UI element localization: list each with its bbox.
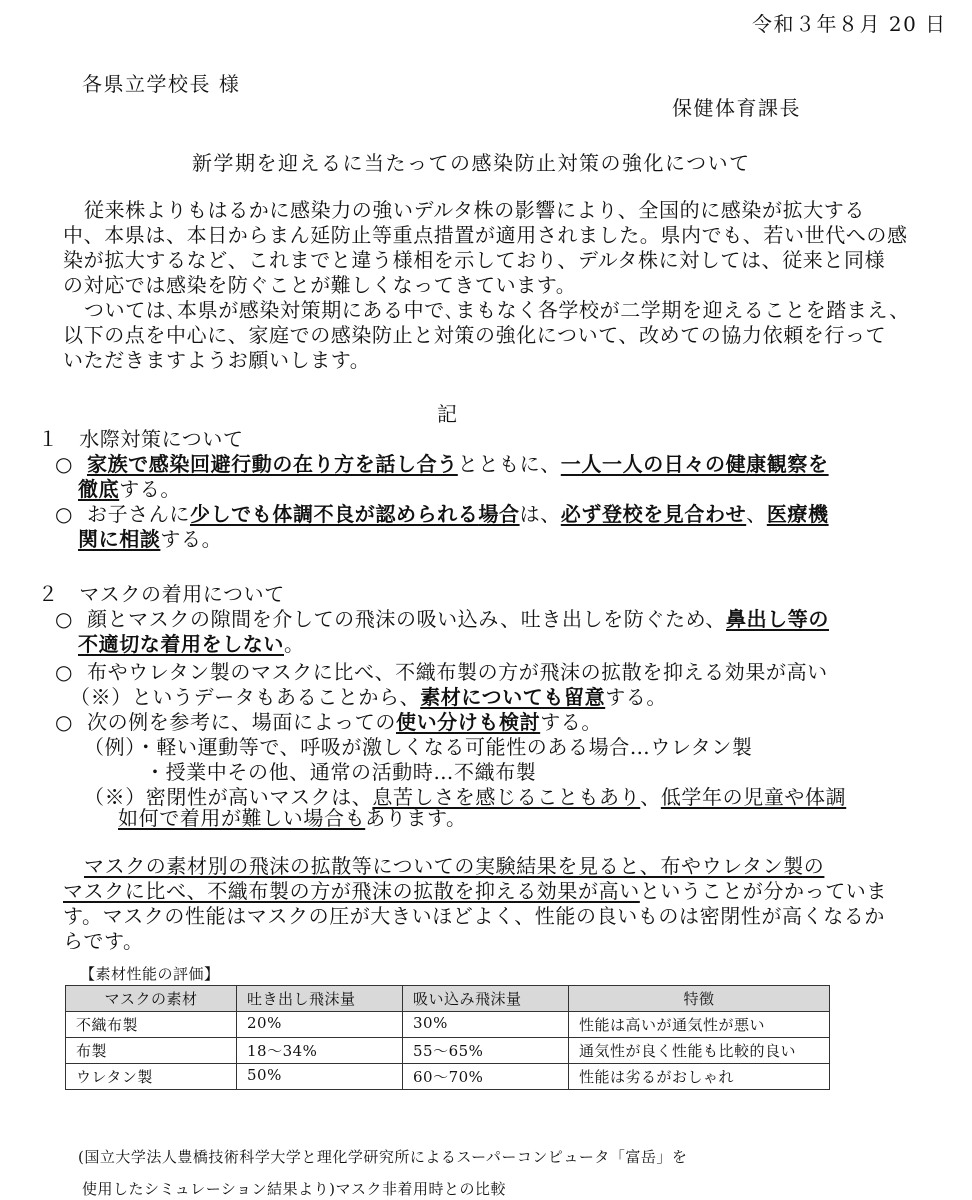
emphasis: 場合	[478, 502, 520, 526]
text: は、	[519, 502, 561, 526]
emphasis: 徹底	[78, 477, 120, 501]
text: 、	[640, 785, 661, 809]
sender: 保健体育課長	[672, 96, 801, 120]
section2-item1-line2	[78, 628, 305, 657]
text: とともに、	[457, 452, 561, 476]
recipient: 各県立学校長 様	[82, 72, 241, 96]
emphasis: 関に相談	[78, 527, 161, 551]
text: お子さんに	[86, 502, 190, 526]
emphasis: 少しでも体調不良が認められる	[189, 502, 479, 526]
table-header-row	[66, 986, 830, 1012]
section1-item2-line2	[78, 523, 222, 552]
column-header: 特徴	[569, 986, 830, 1012]
table-cell: 性能は高いが通気性が悪い	[569, 1012, 830, 1038]
table-cell: ウレタン製	[66, 1064, 237, 1090]
table-row	[66, 1012, 830, 1038]
document-date: 令和３年８月 20 日	[752, 12, 947, 36]
explain-line3: す。マスクの性能はマスクの圧が大きいほどよく、性能の良いものは密閉性が高くなるか	[63, 904, 885, 928]
explain-line4: らです。	[63, 929, 144, 953]
column-header: マスクの素材	[66, 986, 237, 1012]
intro-p2-line2: 以下の点を中心に、家庭での感染防止と対策の強化について、改めての協力依頼を行って	[63, 323, 887, 347]
table-row	[66, 1038, 830, 1064]
bullet: ○	[55, 452, 74, 476]
text: （※）密閉性が高いマスクは、	[84, 785, 373, 809]
emphasis: 医療機	[766, 502, 829, 526]
underlined-text: 息苦しさを感じることもあり	[372, 785, 641, 809]
table-cell: 20%	[237, 1012, 403, 1038]
source-line1: (国立大学法人豊橋技術科学大学と理化学研究所によるスーパーコンピュータ「富岳」を	[78, 1148, 688, 1166]
table-cell: 18～34%	[237, 1038, 403, 1064]
intro-p2-line3: いただきますようお願いします。	[63, 348, 371, 372]
column-header: 吐き出し飛沫量	[237, 986, 403, 1012]
text: する。	[160, 527, 223, 551]
table-caption: 【素材性能の評価】	[80, 965, 220, 983]
intro-p1-line1: 従来株よりもはるかに感染力の強いデルタ株の影響により、全国的に感染が拡大する	[84, 198, 865, 222]
explain-line1: マスクの素材別の飛沫の拡散等についての実験結果を見ると、布やウレタン製の	[84, 854, 825, 878]
table-row	[66, 1064, 830, 1090]
bullet: ○	[55, 710, 74, 734]
section2-heading: ２ マスクの着用について	[38, 582, 285, 606]
source-line2: 使用したシミュレーション結果より)マスク非着用時との比較	[82, 1180, 506, 1198]
text: する。	[119, 477, 182, 501]
emphasis: 家族で感染回避行動の在り方を話し合う	[86, 452, 458, 476]
text: 。	[284, 632, 305, 656]
table-cell: 60～70%	[403, 1064, 569, 1090]
emphasis: 一人一人の日々の健康観察を	[560, 452, 829, 476]
text: ということが分かっていま	[639, 879, 888, 903]
ki-marker: 記	[437, 402, 459, 426]
text: あります。	[365, 806, 467, 830]
underlined-text: 低学年の児童や体調	[660, 785, 847, 809]
emphasis: 必ず登校を見合わせ	[560, 502, 747, 526]
bullet: ○	[55, 502, 74, 526]
material-evaluation-table	[65, 985, 830, 1090]
bullet: ○	[55, 660, 74, 684]
text: （※）というデータもあることから、	[70, 685, 421, 709]
emphasis: 不適切な着用をしない	[78, 632, 284, 656]
example-line2: ・授業中その他、通常の活動時…不織布製	[145, 760, 537, 784]
text: 布やウレタン製のマスクに比べ、不織布製の方が飛沫の拡散を抑える効果が高い	[86, 660, 828, 684]
table-cell: 性能は劣るがおしゃれ	[569, 1064, 830, 1090]
emphasis: 素材についても留意	[420, 685, 606, 709]
intro-p1-line3: 染が拡大するなど、これまでと違う様相を示しており、デルタ株に対しては、従来と同様	[63, 248, 886, 272]
column-header: 吸い込み飛沫量	[403, 986, 569, 1012]
intro-p1-line4: の対応では感染を防ぐことが難しくなってきています。	[63, 273, 577, 297]
table-cell: 不織布製	[66, 1012, 237, 1038]
example-line1: （例）・軽い運動等で、呼吸が激しくなる可能性のある場合…ウレタン製	[84, 735, 753, 759]
emphasis: 使い分けも検討	[395, 710, 541, 734]
table-cell: 55～65%	[403, 1038, 569, 1064]
section1-heading: １ 水際対策について	[38, 427, 244, 451]
text: する。	[605, 685, 668, 709]
emphasis: 鼻出し等の	[725, 607, 829, 631]
bullet: ○	[55, 607, 74, 631]
note-line2	[118, 802, 467, 831]
intro-p2-line1: ついては､本県が感染対策期にある中で､まもなく各学校が二学期を迎えることを踏まえ、	[84, 298, 910, 322]
underlined-text: 如何で着用が難しい場合も	[118, 806, 366, 830]
text: 次の例を参考に、場面によっての	[86, 710, 396, 734]
table-cell: 50%	[237, 1064, 403, 1090]
text: 、	[746, 502, 767, 526]
text: する。	[540, 710, 602, 734]
text: 顔とマスクの隙間を介しての飛沫の吸い込み、吐き出しを防ぐため、	[86, 607, 726, 631]
table-cell: 30%	[403, 1012, 569, 1038]
table-cell: 布製	[66, 1038, 237, 1064]
document-title: 新学期を迎えるに当たっての感染防止対策の強化について	[192, 151, 751, 175]
table-cell: 通気性が良く性能も比較的良い	[569, 1038, 830, 1064]
intro-p1-line2: 中、本県は、本日からまん延防止等重点措置が適用されました。県内でも、若い世代への感	[63, 223, 908, 247]
underlined-text: マスクに比べ、不織布製の方が飛沫の拡散を抑える効果が高い	[63, 879, 640, 903]
